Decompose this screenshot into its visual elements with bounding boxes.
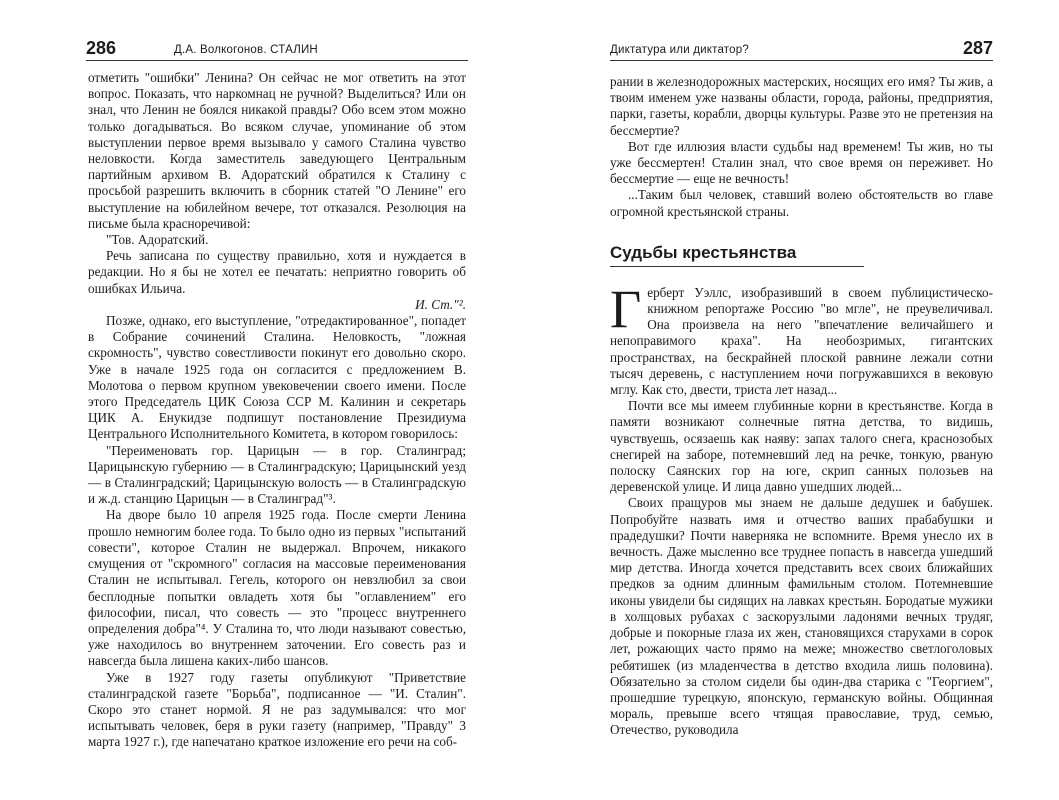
right-page [530, 0, 1059, 800]
paragraph: Вот где иллюзия власти судьбы над временем! Ты жив, но ты уже бессмертен! Сталин знал, что свое время он переживет. Но бессмертие — еще не вечность! [610, 138, 993, 187]
right-head-title: Диктатура или диктатор? [610, 44, 749, 56]
quote-line: "Тов. Адоратский. [106, 232, 209, 248]
paragraph: рании в железнодорожных мастерских, носящих его имя? Ты жив, а твоим именем уже названы области, города, районы, предприятия, парки, газеты, корабли, дворцы культуры. Разве это не претензия на бессмертие? [610, 74, 993, 138]
quote-paragraph: Речь записана по существу правильно, хотя и нуждается в редакции. Но я бы не хотел ее печатать: неприятно говорить об ошибках Ильича. [88, 248, 466, 296]
right-running-head [610, 36, 993, 61]
section-heading [610, 242, 864, 267]
paragraph: Позже, однако, его выступление, "отредактированное", попадет в Собрание сочинений Сталина. Неловкость, "ложная скромность", чувство совестливости покинут его довольно скоро. Уже в начале 1925 года он согласится с предложением В. Молотова о первом крупном увековечении своего имени. После этого Председатель ЦИК Союза ССР М. Калинин и секретарь ЦИК А. Енукидзе подпишут постановление Президиума Центрального Исполнительного Комитета, в котором говорилось: [88, 313, 466, 442]
paragraph: ...Таким был человек, ставший волею обстоятельств во главе огромной крестьянской страны. [610, 187, 993, 219]
section-title: Судьбы крестьянства [610, 242, 797, 262]
paragraph: Своих пращуров мы знаем не дальше дедушек и бабушек. Попробуйте назвать имя и отчество ваших прабабушки и прадедушки? Почти наверняка не вспомните. Время унесло их в вечность. Даже мысленно все труднее попасть в навсегда ушедший мир детства. Иногда хочется представить всех своих ближайших предков за одним длинным фамильным столом. Потемневшие иконы увидели бы сидящих на лавках крестьян. Бородатые мужики в холщовых рубахах с заскорузлыми ладонями вечных трудяг, добрые и покорные глаза их жен, становящихся старухами в сорок лет, рожающих часто прямо на меже; множество светлоголовых ребятишек (из младенчества в детство входила лишь половина). Обязательно за столом сидели бы один-два старика с "Георгием", прошедшие турецкую, японскую, германскую войны. Общинная мораль, превыше всего чтящая православие, труд, семью, Отечество, руководила [610, 495, 993, 738]
left-page-number: 286 [86, 38, 117, 58]
paragraph: отметить "ошибки" Ленина? Он сейчас не мог ответить на этот вопрос. Показать, что наркомнац не ручной? Выделиться? Или он знал, что Ленин не боялся никакой правды? Обо всем этом можно только догадываться. Во всяком случае, упоминание об этом выступлении первое время вызывало у самого Сталина чувство неловкости. Когда заместитель заведующего Центральным партийным архивом В. Адоратский обратился к Сталину с просьбой разрешить включить в сборник статей "О Ленине" его выступление на юбилейном вечере, тот отказался. Резолюция на письме была красноречивой: [88, 70, 466, 231]
first-paragraph-text: ерберт Уэллс, изобразивший в своем публицистическо-книжном репортаже Россию "во мгле", не преувеличивал. Она произвела на него "впечатление величайшего и непоправимого краха". На необозримых, гигантских пространствах, на бескрайней плоской равнине лежали сотни тысяч деревень, с наступлением ночи погружавшихся в вековую мглу. Как сто, двести, триста лет назад... [610, 284, 993, 398]
left-running-head [86, 36, 468, 61]
drop-cap: Г [610, 278, 642, 339]
right-body-text [610, 74, 993, 739]
paragraph: На дворе было 10 апреля 1925 года. После смерти Ленина прошло немногим более года. То было одно из первых "испытаний совести", которое Сталин не выдержал. Впрочем, никакого смущения от "скромного" согласия на массовые переименования Сталин не испытывал. Гегель, которого он невзлюбил за свои бесплодные попытки овладеть хотя бы "оглавлением" его философии, писал, что совесть — это "процесс внутреннего определения добра"⁴. У Сталина то, что люди называют совестью, уже находилось во внутреннем заточении. Его совесть раз и навсегда была лишена каких-либо шансов. [88, 507, 466, 669]
quote-signature: И. Ст."². [415, 296, 466, 312]
right-page-number: 287 [962, 38, 993, 58]
paragraph: Почти все мы имеем глубинные корни в крестьянстве. Когда в памяти возникают солнечные пятна детства, то видишь, чувствуешь, осязаешь как наяву: запах талого снега, краснозобых снегирей на заборе, потемневший лед на речке, тонкую, рваную полоску Саянских гор на юге, скрип санных полозьев на деревенской улице. И лица давно ушедших людей... [610, 398, 993, 495]
quote-paragraph: "Переименовать гор. Царицын — в гор. Сталинград; Царицынскую губернию — в Сталинградскую; Царицынский уезд — в Сталинградский; Царицынскую волость — в Сталинградскую и ж.д. станцию Царицын — в Сталинград"³. [88, 442, 466, 507]
left-page [0, 0, 529, 800]
paragraph: Уже в 1927 году газеты опубликуют "Приветствие сталинградской газете "Борьба", подписанное — "И. Сталин". Скоро это станет нормой. Я не раз задумывался: что мог испытывать человек, беря в руки газету (например, "Правду" 3 марта 1927 г.), где напечатано краткое изложение его речи на соб- [88, 669, 466, 750]
left-head-title: Д.А. Волкогонов. СТАЛИН [174, 44, 318, 56]
section-first-paragraph [610, 278, 993, 398]
left-body-text [88, 70, 466, 751]
